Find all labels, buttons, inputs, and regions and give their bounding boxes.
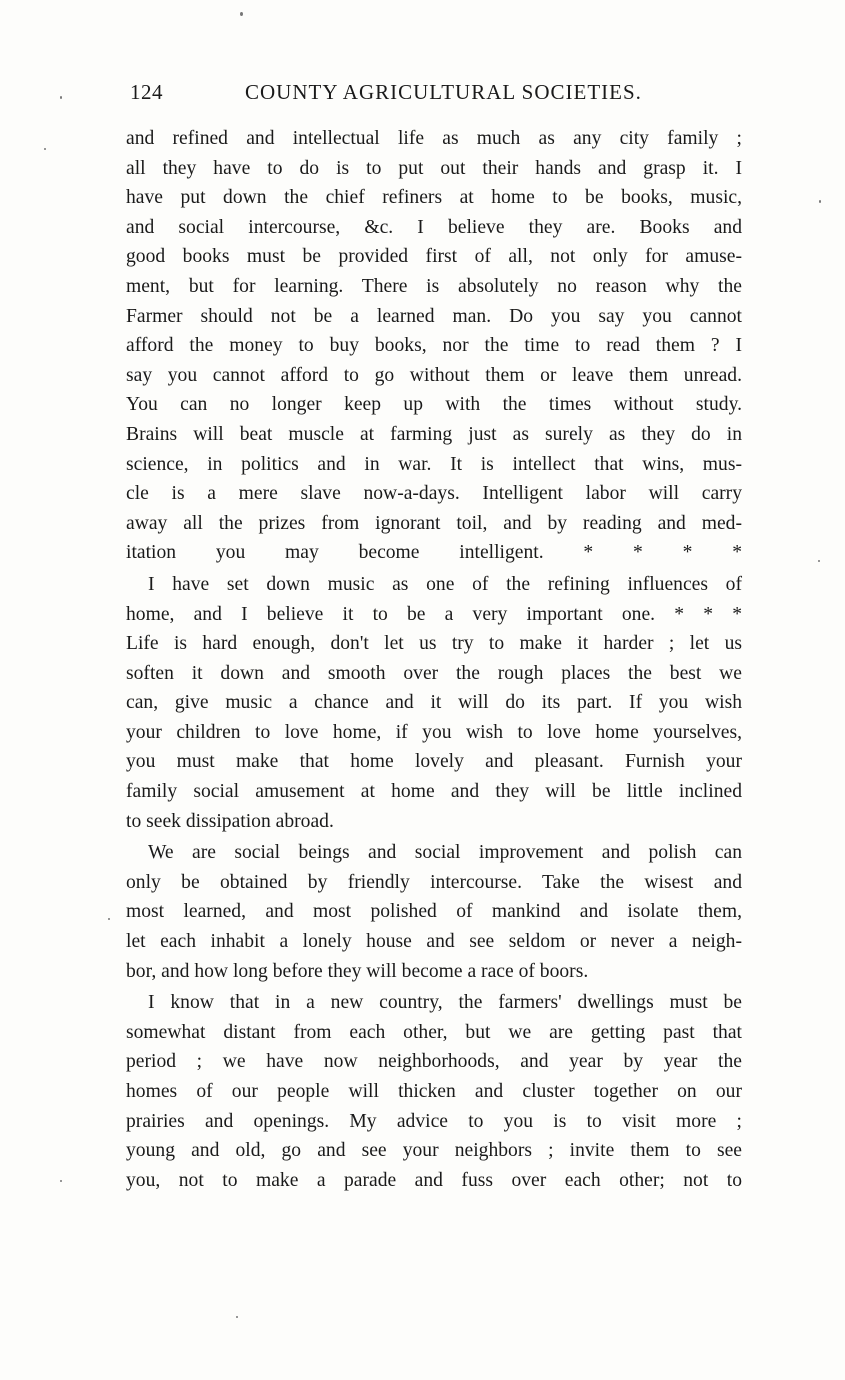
text-line: your children to love home, if you wish to love home yourselves, <box>126 721 742 743</box>
text-line: good books must be provided first of all, not only for amuse- <box>126 246 742 268</box>
text-line: soften it down and smooth over the rough places the best we <box>126 662 742 684</box>
text-line: young and old, go and see your neighbors ; invite them to see <box>126 1140 742 1162</box>
text-line: We are social beings and social improvement and polish can <box>148 842 742 864</box>
text-line: period ; we have now neighborhoods, and year by year the <box>126 1051 742 1073</box>
text-line: and refined and intellectual life as much as any city family ; <box>126 128 742 149</box>
paper-speck <box>236 1316 238 1318</box>
text-line: afford the money to buy books, nor the time to read them ? I <box>126 335 742 357</box>
paper-speck <box>60 1180 62 1182</box>
paper-speck <box>108 918 110 920</box>
text-line: to seek dissipation abroad. <box>126 810 334 832</box>
paragraph-4 <box>126 988 742 1195</box>
text-line: have put down the chief refiners at home to be books, music, <box>126 187 742 209</box>
text-line: somewhat distant from each other, but we are getting past that <box>126 1021 742 1043</box>
text-line: You can no longer keep up with the times without study. <box>126 394 742 416</box>
text-line: you, not to make a parade and fuss over each other; not to <box>126 1169 742 1191</box>
page-header <box>130 80 742 112</box>
text-line: I have set down music as one of the refining influences of <box>148 573 742 595</box>
text-line: itation you may become intelligent. * * * * <box>126 542 742 564</box>
text-line: you must make that home lovely and pleasant. Furnish your <box>126 751 742 773</box>
text-line: science, in politics and in war. It is intellect that wins, mus- <box>126 453 742 475</box>
text-line: all they have to do is to put out their hands and grasp it. I <box>126 157 742 179</box>
paper-speck <box>44 148 46 150</box>
text-line: most learned, and most polished of mankind and isolate them, <box>126 901 742 923</box>
text-line: cle is a mere slave now-a-days. Intelligent labor will carry <box>126 483 742 505</box>
text-line: family social amusement at home and they will be little inclined <box>126 781 742 803</box>
text-line: only be obtained by friendly intercourse. Take the wisest and <box>126 871 742 893</box>
paper-speck <box>818 560 820 562</box>
text-line: Farmer should not be a learned man. Do you say you cannot <box>126 305 742 327</box>
paper-speck <box>240 12 243 16</box>
text-line: Life is hard enough, don't let us try to make it harder ; let us <box>126 633 742 655</box>
paragraph-3 <box>126 838 742 986</box>
paragraph-1 <box>126 124 742 568</box>
page-number: 124 <box>130 80 163 104</box>
text-line: let each inhabit a lonely house and see seldom or never a neigh- <box>126 931 742 953</box>
text-line: say you cannot afford to go without them or leave them unread. <box>126 364 742 386</box>
running-title: COUNTY AGRICULTURAL SOCIETIES. <box>245 80 642 104</box>
text-line: away all the prizes from ignorant toil, and by reading and med- <box>126 512 742 534</box>
text-line: bor, and how long before they will become a race of boors. <box>126 960 589 982</box>
text-line: prairies and openings. My advice to you is to visit more ; <box>126 1110 742 1132</box>
text-line: ment, but for learning. There is absolutely no reason why the <box>126 275 742 297</box>
text-line: home, and I believe it to be a very important one. * * * <box>126 603 742 625</box>
body-text <box>126 124 742 1195</box>
text-line: can, give music a chance and it will do its part. If you wish <box>126 692 742 714</box>
paragraph-2 <box>126 570 742 836</box>
paper-speck <box>60 96 62 99</box>
paper-speck <box>819 200 821 203</box>
text-line: I know that in a new country, the farmers' dwellings must be <box>148 992 742 1014</box>
text-line: homes of our people will thicken and cluster together on our <box>126 1081 742 1102</box>
text-line: Brains will beat muscle at farming just as surely as they do in <box>126 423 742 445</box>
text-line: and social intercourse, &c. I believe they are. Books and <box>126 216 742 238</box>
